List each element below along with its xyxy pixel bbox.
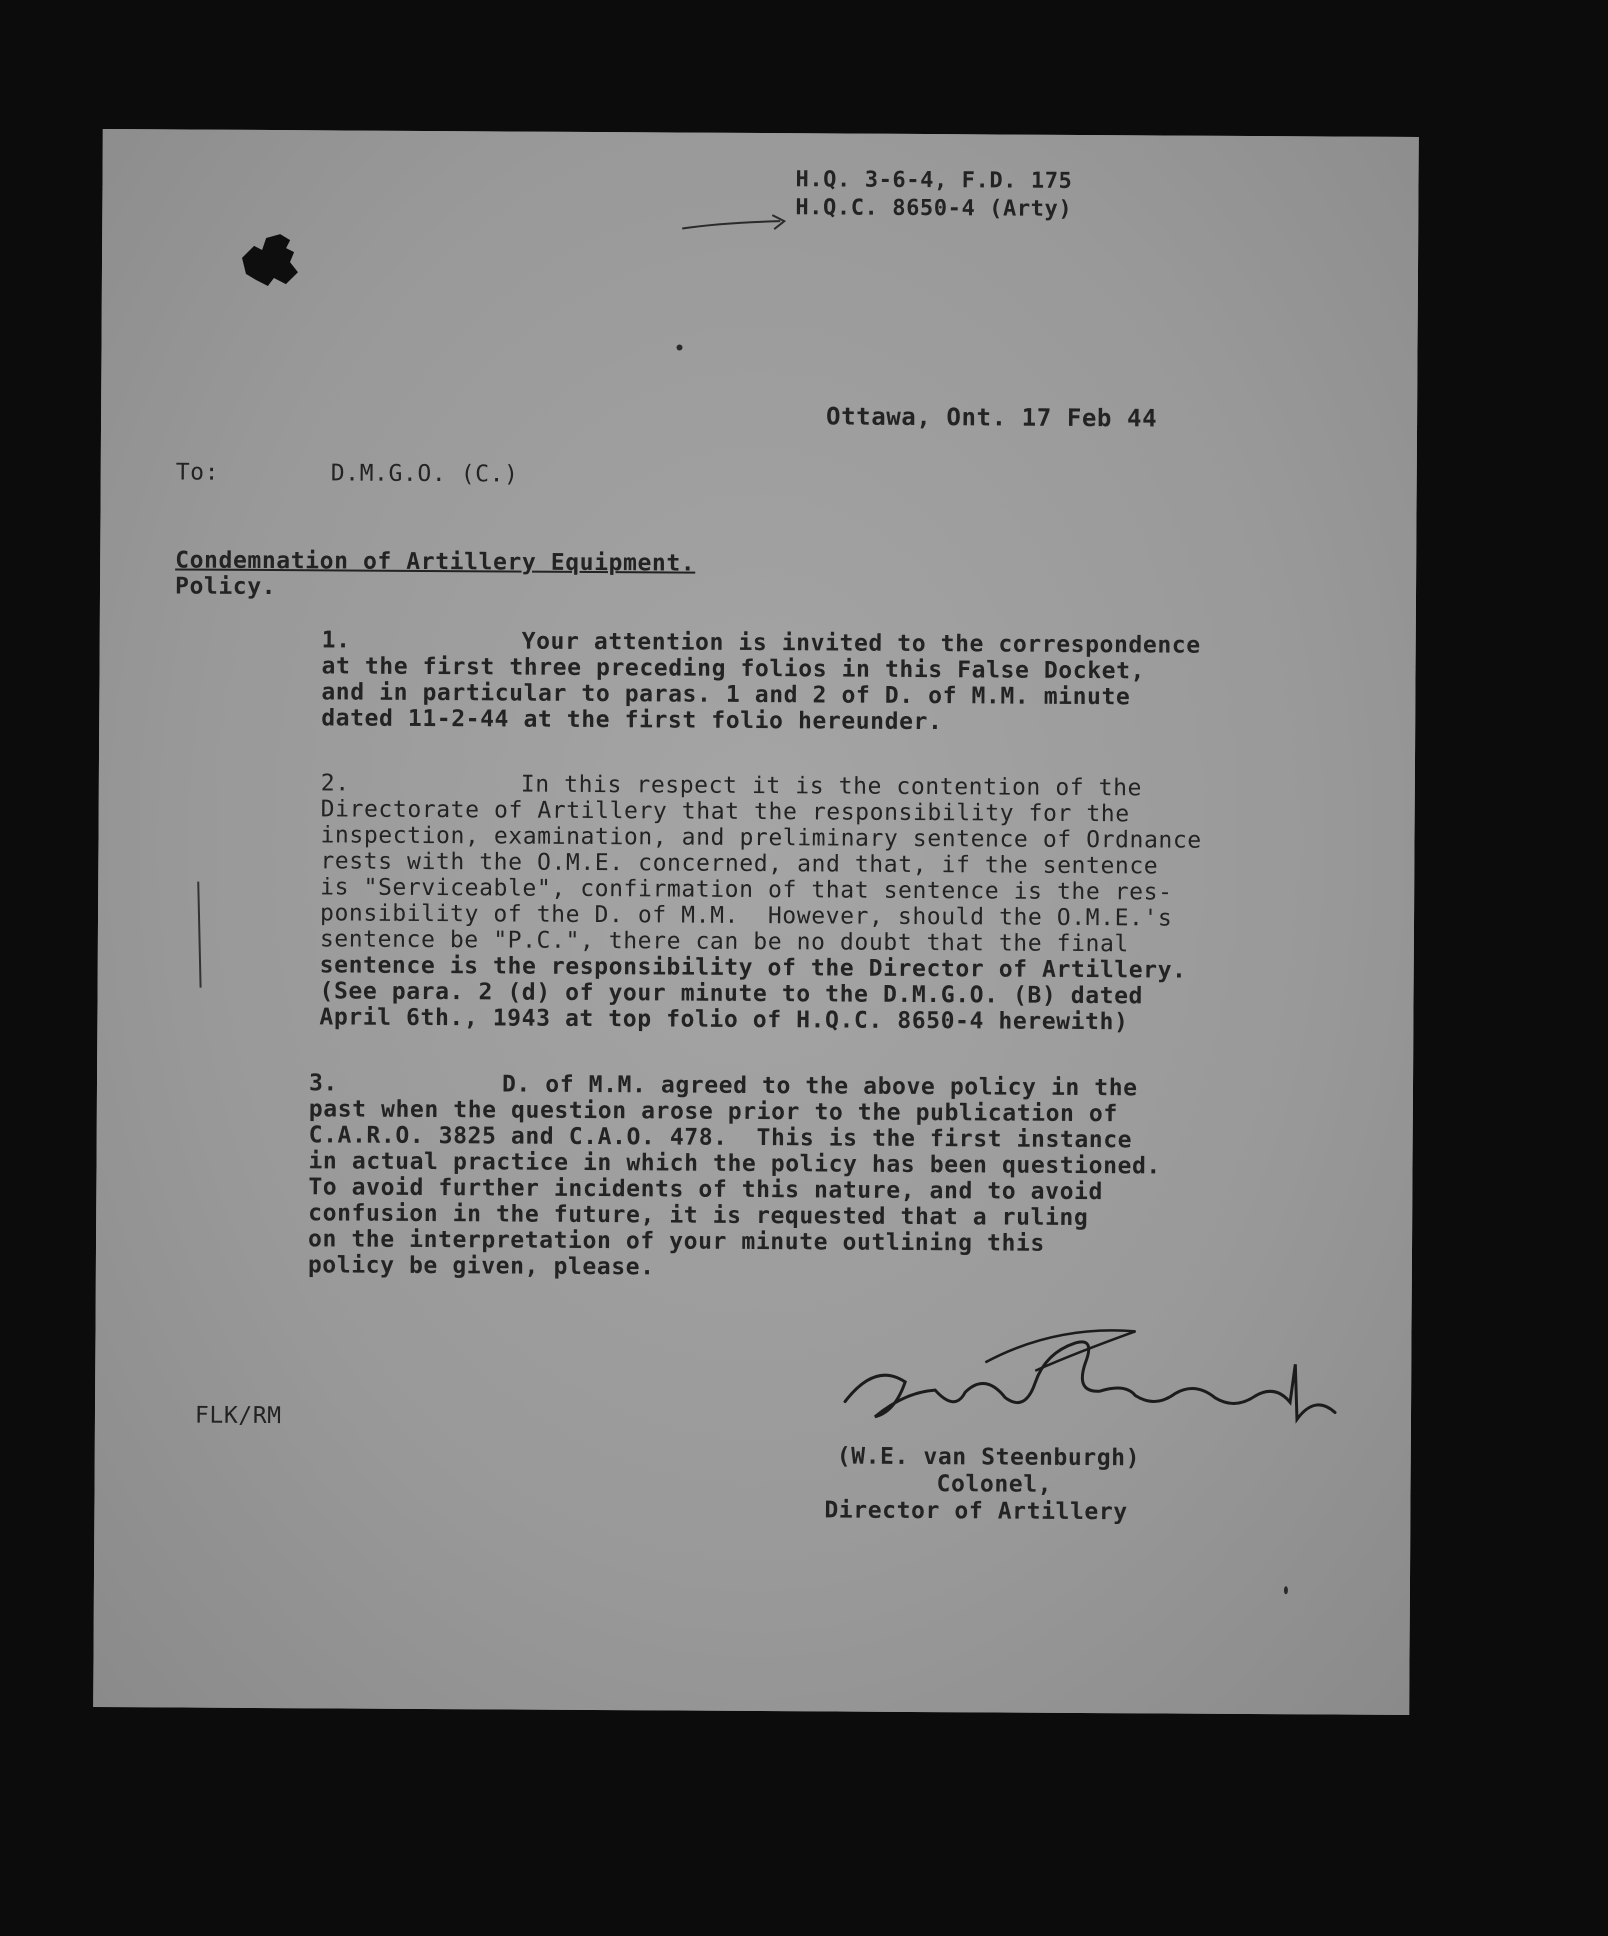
to-recipient: D.M.G.O. (C.) xyxy=(330,460,519,488)
handwritten-signature xyxy=(835,1321,1356,1454)
ink-blot-mark xyxy=(232,228,312,290)
paragraph-line: sentence be "P.C.", there can be no doubt that the final xyxy=(319,926,1129,958)
place-date: Ottawa, Ont. 17 Feb 44 xyxy=(826,402,1158,433)
to-label: To: xyxy=(175,459,220,486)
file-reference-1: H.Q. 3-6-4, F.D. 175 xyxy=(795,167,1073,194)
ink-speck xyxy=(1284,1586,1288,1594)
paragraph-number: 3. xyxy=(308,1070,338,1097)
subject-subtitle: Policy. xyxy=(174,573,277,601)
paragraph-line: Directorate of Artillery that the responsibility for the xyxy=(320,796,1130,828)
paragraph-line: is "Serviceable", confirmation of that sentence is the res- xyxy=(320,874,1173,906)
handwritten-arrow-mark xyxy=(680,213,790,240)
paragraph-line: dated 11-2-44 at the first folio hereunder. xyxy=(321,705,943,736)
paragraph-line: (See para. 2 (d) of your minute to the D.M.G.O. (B) dated xyxy=(319,978,1144,1010)
paragraph-line: in actual practice in which the policy has been questioned. xyxy=(308,1148,1161,1180)
signatory-rank: Colonel, xyxy=(936,1471,1053,1498)
paragraph-line: confusion in the future, it is requested that a ruling xyxy=(308,1200,1089,1232)
paragraph-line: C.A.R.O. 3825 and C.A.O. 478. This is the first instance xyxy=(308,1122,1133,1154)
paragraph-line: In this respect it is the contention of the xyxy=(520,771,1143,802)
signatory-name: (W.E. van Steenburgh) xyxy=(836,1443,1141,1472)
paragraph-line: at the first three preceding folios in this False Docket, xyxy=(321,653,1146,685)
paragraph-line: policy be given, please. xyxy=(307,1252,655,1281)
paragraph-line: on the interpretation of your minute outlining this xyxy=(307,1226,1045,1257)
paragraph-line: ponsibility of the D. of M.M. However, should the O.M.E.'s xyxy=(319,900,1173,932)
paragraph-line: and in particular to paras. 1 and 2 of D. of M.M. minute xyxy=(321,679,1131,711)
file-reference-2: H.Q.C. 8650-4 (Arty) xyxy=(795,195,1073,222)
paragraph-line: sentence is the responsibility of the Director of Artillery. xyxy=(319,952,1187,984)
ink-speck xyxy=(676,345,682,351)
paragraph-line: Your attention is invited to the correspondence xyxy=(521,628,1201,659)
paragraph-line: To avoid further incidents of this nature, and to avoid xyxy=(308,1174,1104,1206)
paragraph-line: past when the question arose prior to the publication of xyxy=(308,1096,1118,1128)
paragraph-line: rests with the O.M.E. concerned, and that, if the sentence xyxy=(320,848,1159,880)
paragraph-line: inspection, examination, and preliminary sentence of Ordnance xyxy=(320,822,1202,854)
paragraph-number: 1. xyxy=(321,627,351,654)
paragraph-line: April 6th., 1943 at top folio of H.Q.C. 8650-4 herewith) xyxy=(319,1004,1129,1036)
typist-initials: FLK/RM xyxy=(194,1402,282,1430)
document-page xyxy=(93,129,1419,1715)
signatory-title: Director of Artillery xyxy=(824,1497,1128,1526)
paragraph-number: 2. xyxy=(320,770,350,797)
margin-pencil-mark xyxy=(192,880,207,990)
subject-title: Condemnation of Artillery Equipment. xyxy=(175,547,696,577)
paragraph-line: D. of M.M. agreed to the above policy in the xyxy=(501,1071,1138,1102)
